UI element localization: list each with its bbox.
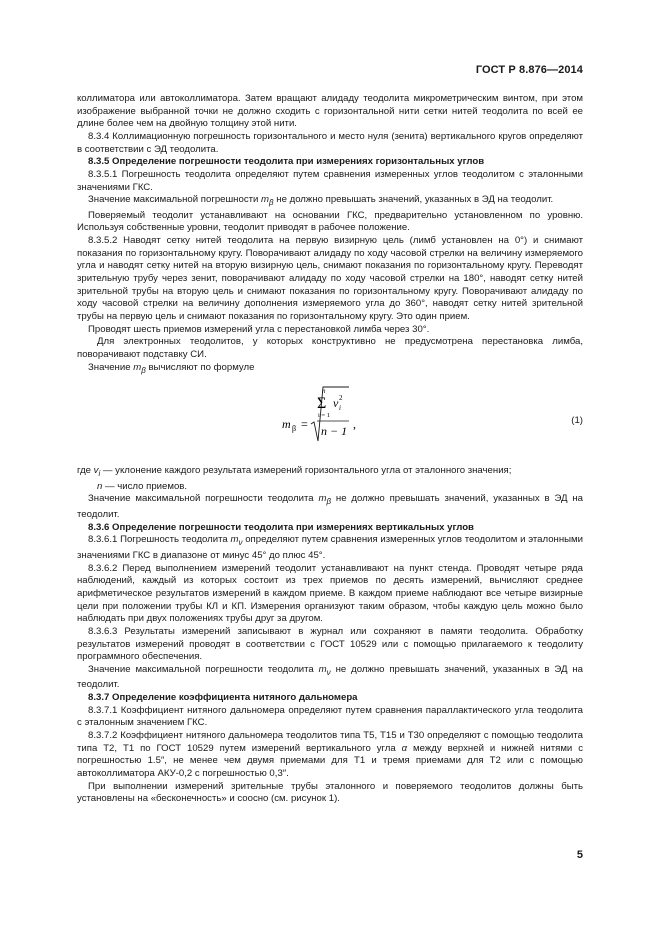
paragraph-max-error-vertical: Значение максимальной погрешности теодолита $m_\nu$ не должно превышать значений, указанных в ЭД на теодолит. [77,663,584,691]
paragraph-max-error-horizontal [77,194,583,210]
paragraph-electronic-theodolites: Для электронных теодолитов, у которых конструктивно не предусмотрена перестановка лимба, поворачивают подставку СИ. [77,336,583,361]
legend-n: n — число приемов. [97,480,188,492]
paragraph-formula-intro: Значение $m_\beta$ вычисляют по формуле [88,361,255,375]
paragraph-8-3-7-1: 8.3.7.1 Коэффициент нитяного дальномера определяют путем сравнения параллактического угла теодолита с эталонным значением ГКС. [77,704,583,729]
page-number: 5 [576,849,583,861]
paragraph-collimator-end: коллиматора или автоколлиматора. Затем вращают алидаду теодолита микрометрическим винтом, при этом изображение выбранной точки не должно сходить с горизонтальной нити сетки нитей теодолита по всей ее длине более чем на двойную толщину этой нити. [77,93,583,130]
heading-8-3-5: 8.3.5 Определение погрешности теодолита при измерениях горизонтальных углов [88,156,485,168]
symbol-n: n [97,480,103,492]
symbol-m-nu: $m_\nu$ [230,534,243,548]
paragraph-8-3-6-1: 8.3.6.1 Погрешность теодолита $m_\nu$ определяют путем сравнения измеренных углов теодолитом и эталонными значениями ГКС в диапазоне от минус 45° до плюс 45°. [77,534,583,561]
paragraph-six-receptions: Проводят шесть приемов измерений угла с перестановкой лимба через 30°. [88,323,430,335]
text-part: Значение максимальной погрешности [88,194,262,206]
paragraph-8-3-5-2: 8.3.5.2 Наводят сетку нитей теодолита на первую визирную цель (лимб установлен на 0°) и снимают показания по горизонтальному кругу. Поворачивают алидаду по ходу часовой стрелки на величину измеряемого угла и наводят сетку нитей на вторую визирную цель, снимают показания по горизонтальному кругу. Переводят зрительную трубу через зенит, поворачивают алидаду по ходу часовой стрелки на 180°, наводят сетку нитей зрительной трубы на вторую цель и снимают показания по горизонтальному кругу. Поворачивают алидаду по ходу часовой стрелки на величину дополнения измеряемого угла до 360°, наводят сетку нитей зрительной трубы на первую цель и снимают показания по горизонтальному кругу. Это один прием. [77,235,583,323]
formula-graphic [77,381,583,465]
formula-sum-upper: n [322,387,326,396]
symbol-v-i: $v_i$ [93,465,101,479]
formula-summand-sup: 2 [339,394,343,403]
formula-comma: , [353,417,356,432]
formula-equals: = [301,417,308,432]
formula-denominator: n − 1 [321,424,348,439]
formula-legend [77,465,583,493]
formula-sum-sign: Σ [317,395,327,413]
paragraph-theodolite-setup: Поверяемый теодолит устанавливают на основании ГКС, предварительно установленном по уровню. Используя собственные уровни, теодолит приводят в рабочее положение. [77,209,583,234]
paragraph-8-3-6-3: 8.3.6.3 Результаты измерений записывают в журнал или сохраняют в памяти теодолита. Обработку результатов измерений проводят в соответствии с ГОСТ 10529 или с помощью прилагаемого к теодолиту программного обеспечения. [77,625,583,663]
symbol-m-beta: $m_\beta$ [261,194,274,208]
document-body [77,93,583,806]
formula-summand: v [333,396,339,411]
legend-v: где $v_i$ — уклонение каждого результата измерений горизонтального угла от эталонного значения; [77,465,512,479]
symbol-m-beta: $m_\beta$ [133,361,146,375]
standard-code-header: ГОСТ Р 8.876—2014 [475,64,583,76]
formula-1 [77,381,583,465]
heading-8-3-7: 8.3.7 Определение коэффициента нитяного дальномера [88,692,358,704]
formula-summand-sub: i [339,404,341,413]
symbol-m-beta: $m_\beta$ [318,493,332,507]
formula-number: (1) [571,415,583,427]
formula-lhs: m [282,417,291,432]
paragraph-max-error-check: Значение максимальной погрешности теодолита $m_\beta$ не должно превышать значений, указанных в ЭД на теодолит. [77,493,584,521]
paragraph-8-3-7-2: 8.3.7.2 Коэффициент нитяного дальномера теодолитов типа Т5, Т15 и Т30 определяют с помощью теодолита типа Т2, Т1 по ГОСТ 10529 путем измерений вертикального угла α между верхней и нижней нитями с погрешностью 1.5″, не менее чем двумя приемами для Т1 и тремя приемами для Т2 или с помощью автоколлиматора АКУ-0,2 с погрешностью 0,3″. [77,730,583,779]
heading-8-3-6: 8.3.6 Определение погрешности теодолита при измерениях вертикальных углов [88,521,474,533]
paragraph-8-3-4: 8.3.4 Коллимационную погрешность горизонтального и место нуля (зенита) вертикального кругов определяют в соответствии с ЭД теодолита. [77,130,583,155]
paragraph-telescopes-alignment: При выполнении измерений зрительные трубы эталонного и поверяемого теодолитов должны быть установлены на «бесконечность» и соосно (см. рисунок 1). [77,780,583,805]
paragraph-8-3-6-2: 8.3.6.2 Перед выполнением измерений теодолит устанавливают на пункт стенда. Проводят четыре ряда наблюдений, каждый из которых состоит из трех приемов по десять измерений, вычисляют среднее арифметическое результатов измерений в каждом приеме. В каждом приеме наблюдают все четыре визирные цели при положении трубы КЛ и КП. Измерения организуют таким образом, чтобы каждую цель можно было наблюдать при двух положениях трубы друг за другом. [77,562,583,625]
paragraph-8-3-5-1: 8.3.5.1 Погрешность теодолита определяют путем сравнения измеренных углов теодолитом с эталонными значениями ГКС. [77,168,583,193]
symbol-m-nu: $m_\nu$ [318,663,331,677]
text-part: не должно превышать значений, указанных в ЭД на теодолит. [273,194,554,206]
symbol-alpha: α [401,742,408,754]
formula-lhs-sub: β [292,424,297,434]
formula-sum-lower: i = 1 [318,412,330,420]
